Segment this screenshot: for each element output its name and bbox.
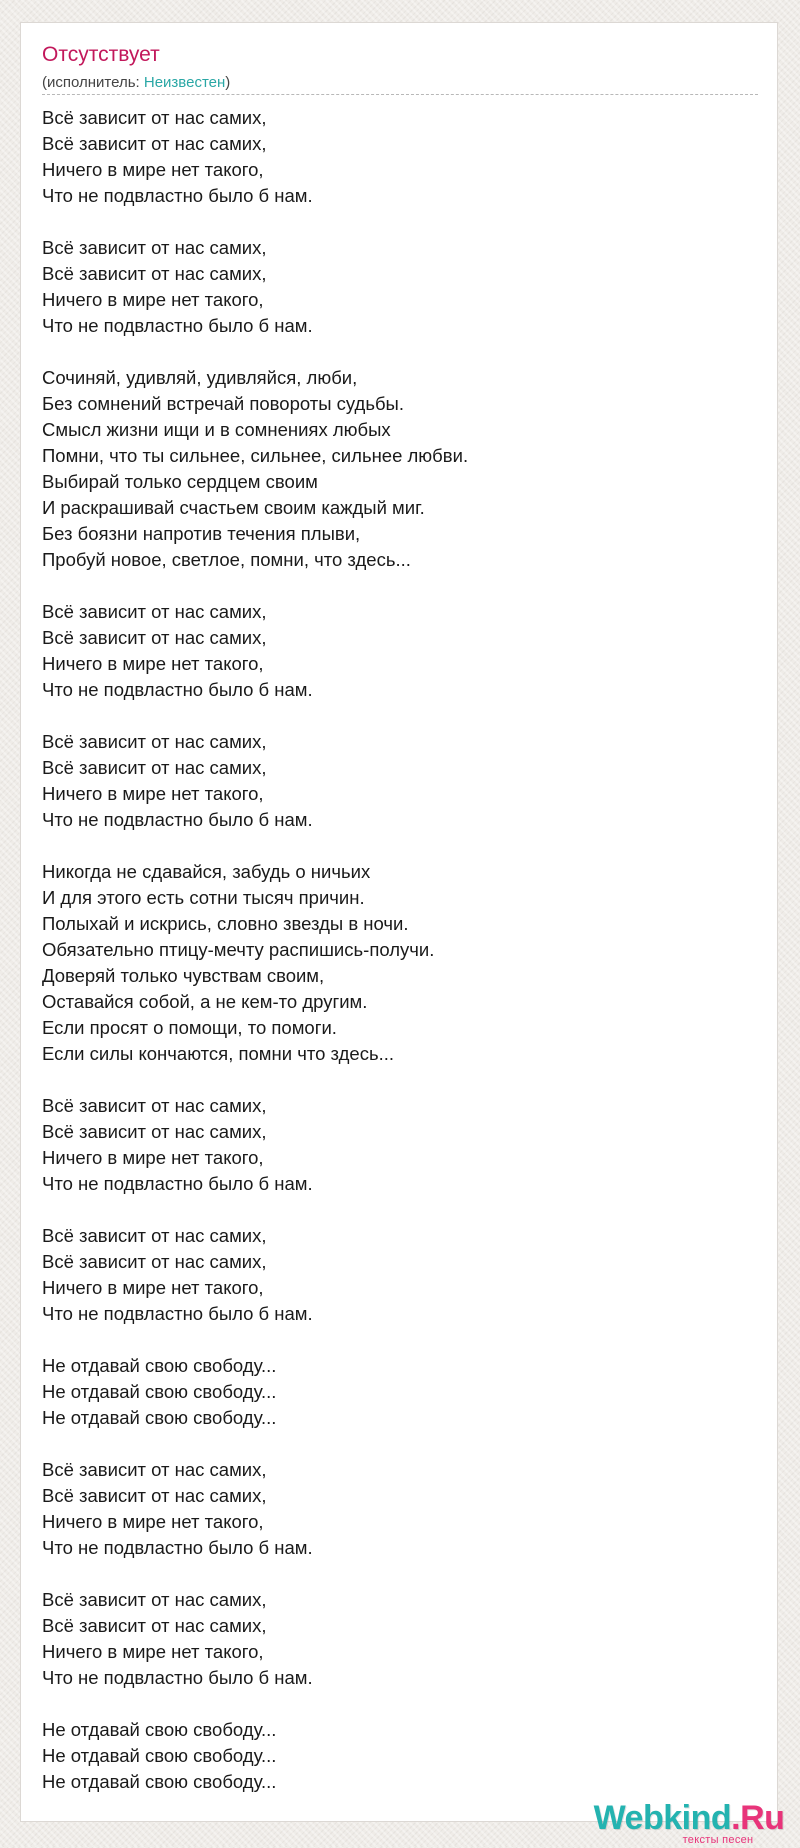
lyric-line: Всё зависит от нас самих,: [42, 1095, 267, 1116]
lyric-line: Всё зависит от нас самих,: [42, 627, 267, 648]
lyric-line: И раскрашивай счастьем своим каждый миг.: [42, 497, 425, 518]
lyric-line: Полыхай и искрись, словно звезды в ночи.: [42, 913, 409, 934]
lyric-line: Ничего в мире нет такого,: [42, 1511, 264, 1532]
lyric-line: Всё зависит от нас самих,: [42, 1225, 267, 1246]
lyric-line: Всё зависит от нас самих,: [42, 107, 267, 128]
lyrics-stanza: [42, 1717, 758, 1795]
logo-tld: .Ru: [731, 1799, 785, 1837]
lyric-line: Никогда не сдавайся, забудь о ничьих: [42, 861, 371, 882]
lyrics-stanza: [42, 599, 758, 703]
lyric-line: Всё зависит от нас самих,: [42, 133, 267, 154]
lyrics-stanza: [42, 235, 758, 339]
lyrics-stanza: [42, 1457, 758, 1561]
lyric-line: Что не подвластно было б нам.: [42, 315, 313, 336]
lyric-line: Не отдавай свою свободу...: [42, 1355, 277, 1376]
lyric-line: Выбирай только сердцем своим: [42, 471, 318, 492]
logo-wordmark: [584, 1800, 794, 1836]
lyric-line: Если силы кончаются, помни что здесь...: [42, 1043, 394, 1064]
lyric-line: Без боязни напротив течения плыви,: [42, 523, 361, 544]
lyric-line: Если просят о помощи, то помоги.: [42, 1017, 337, 1038]
lyric-line: Что не подвластно было б нам.: [42, 185, 313, 206]
lyric-line: Всё зависит от нас самих,: [42, 1121, 267, 1142]
lyric-line: Что не подвластно было б нам.: [42, 679, 313, 700]
lyric-line: Что не подвластно было б нам.: [42, 809, 313, 830]
lyrics-stanza: [42, 1587, 758, 1691]
artist-line: [42, 74, 230, 92]
lyric-line: Не отдавай свою свободу...: [42, 1719, 277, 1740]
lyric-line: Доверяй только чувствам своим,: [42, 965, 325, 986]
lyric-line: Помни, что ты сильнее, сильнее, сильнее любви.: [42, 445, 469, 466]
logo-tagline: тексты песен: [682, 1834, 754, 1846]
lyric-line: Смысл жизни ищи и в сомнениях любых: [42, 419, 391, 440]
lyrics-body: [42, 105, 758, 1821]
lyric-line: Всё зависит от нас самих,: [42, 1485, 267, 1506]
lyrics-stanza: [42, 1353, 758, 1431]
header-divider: [42, 94, 758, 95]
webkind-logo[interactable]: [584, 1800, 794, 1848]
lyric-line: Всё зависит от нас самих,: [42, 237, 267, 258]
lyrics-stanza: [42, 859, 758, 1067]
song-title: Отсутствует: [42, 43, 160, 66]
lyrics-stanza: [42, 1093, 758, 1197]
lyric-line: Обязательно птицу-мечту распишись-получи.: [42, 939, 435, 960]
lyric-line: Что не подвластно было б нам.: [42, 1173, 313, 1194]
artist-prefix: (исполнитель:: [42, 74, 144, 91]
lyric-line: Всё зависит от нас самих,: [42, 757, 267, 778]
lyric-line: Ничего в мире нет такого,: [42, 1147, 264, 1168]
lyric-line: Не отдавай свою свободу...: [42, 1381, 277, 1402]
lyric-line: Всё зависит от нас самих,: [42, 1251, 267, 1272]
lyric-line: Сочиняй, удивляй, удивляйся, люби,: [42, 367, 358, 388]
artist-suffix: ): [225, 74, 231, 91]
lyrics-sheet: [20, 22, 785, 1846]
lyric-line: Не отдавай свою свободу...: [42, 1407, 277, 1428]
lyric-line: И для этого есть сотни тысяч причин.: [42, 887, 365, 908]
lyrics-stanza: [42, 105, 758, 209]
artist-link[interactable]: Неизвестен: [143, 74, 226, 91]
lyric-line: Что не подвластно было б нам.: [42, 1303, 313, 1324]
lyric-line: Ничего в мире нет такого,: [42, 289, 264, 310]
lyric-line: Без сомнений встречай повороты судьбы.: [42, 393, 404, 414]
lyric-line: Всё зависит от нас самих,: [42, 263, 267, 284]
lyric-line: Пробуй новое, светлое, помни, что здесь...: [42, 549, 411, 570]
lyric-line: Не отдавай свою свободу...: [42, 1771, 277, 1792]
lyrics-stanza: [42, 1223, 758, 1327]
lyric-line: Всё зависит от нас самих,: [42, 1459, 267, 1480]
lyric-line: Ничего в мире нет такого,: [42, 1277, 264, 1298]
logo-name: Webkind: [593, 1799, 732, 1837]
lyric-line: Всё зависит от нас самих,: [42, 601, 267, 622]
lyric-line: Ничего в мире нет такого,: [42, 653, 264, 674]
lyric-line: Всё зависит от нас самих,: [42, 731, 267, 752]
lyrics-stanza: [42, 729, 758, 833]
lyric-line: Ничего в мире нет такого,: [42, 1641, 264, 1662]
lyrics-stanza: [42, 365, 758, 573]
lyric-line: Всё зависит от нас самих,: [42, 1615, 267, 1636]
lyric-line: Ничего в мире нет такого,: [42, 159, 264, 180]
lyric-line: Ничего в мире нет такого,: [42, 783, 264, 804]
lyric-line: Что не подвластно было б нам.: [42, 1667, 313, 1688]
lyric-line: Всё зависит от нас самих,: [42, 1589, 267, 1610]
lyric-line: Что не подвластно было б нам.: [42, 1537, 313, 1558]
lyric-line: Оставайся собой, а не кем-то другим.: [42, 991, 368, 1012]
lyric-line: Не отдавай свою свободу...: [42, 1745, 277, 1766]
